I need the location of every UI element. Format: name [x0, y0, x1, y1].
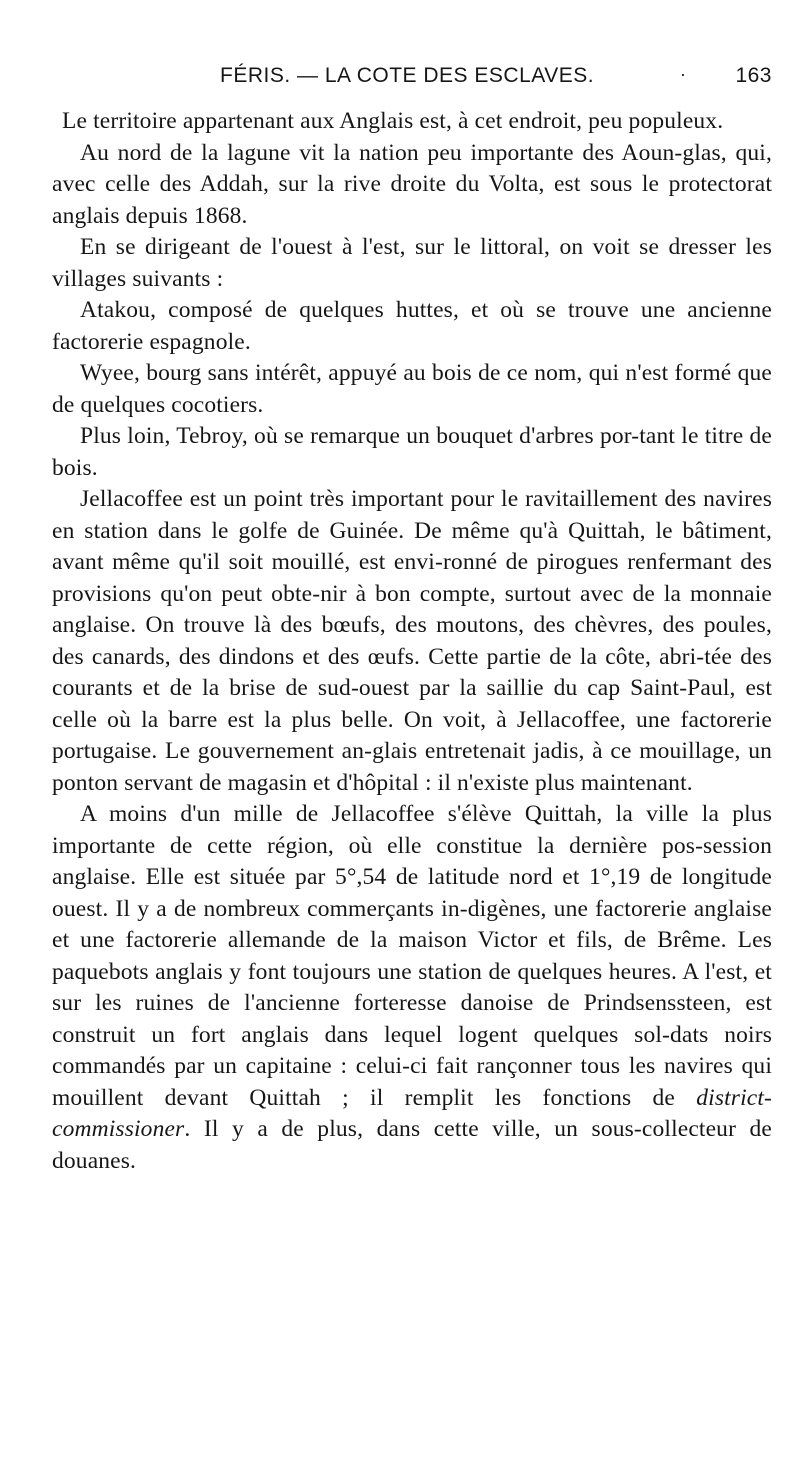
paragraph: Au nord de la lagune vit la nation peu importante des Aoun-glas, qui, avec celle des Addah, sur la rive droite du Volta, est sous le protectorat anglais depuis 1868. — [52, 139, 772, 229]
paragraph-text: A moins d'un mille de Jellacoffee s'élève Quittah, la ville la plus importante de cette région, où elle constitue la dernière pos-session anglaise. Elle est située par 5°,54 de latitude nord et 1°,19 de longitude ouest. Il y a de nombreux commerçants in-digènes, une factorerie anglaise et une factorerie allemande de la maison Victor et fils, de Brême. Les paquebots anglais y font toujours une station de quelques heures. A l'est, et sur les ruines de l'ancienne forteresse danoise de Prindsensstеen, est construit un fort anglais dans lequel logent quelques sol-dats noirs commandés par un capitaine : celui-ci fait rançonner tous les navires qui mouillent devant Quittah ; il remplit les fonctions de — [52, 801, 772, 1111]
paragraph: Atakou, composé de quelques huttes, et où se trouve une ancienne factorerie espagnole. — [52, 297, 772, 355]
margin-mark: · — [680, 64, 687, 84]
body-text — [52, 106, 772, 1177]
page-number: 163 — [735, 64, 772, 87]
running-header — [60, 64, 772, 98]
paragraph-quittah — [52, 799, 772, 1177]
running-title: FÉRIS. — LA COTE DES ESCLAVES. — [220, 64, 595, 87]
paragraph: Wyee, bourg sans intérêt, appuyé au bois de ce nom, qui n'est formé que de quelques cocotiers. — [52, 360, 772, 418]
paragraph: Jellacoffee est un point très important pour le ravitaillement des navires en station dans le golfe de Guinée. De même qu'à Quittah, le bâtiment, avant même qu'il soit mouillé, est envi-ronné de pirogues renfermant des provisions qu'on peut obte-nir à bon compte, surtout avec de la monnaie anglaise. On trouve là des bœufs, des moutons, des chèvres, des poules, des canards, des dindons et des œufs. Cette partie de la côte, abri-tée des courants et de la brise de sud-ouest par la saillie du cap Saint-Paul, est celle où la barre est la plus belle. On voit, à Jellacoffee, une factorerie portugaise. Le gouvernement an-glais entretenait jadis, à ce mouillage, un ponton servant de magasin et d'hôpital : il n'existe plus maintenant. — [52, 486, 772, 796]
paragraph: En se dirigeant de l'ouest à l'est, sur le littoral, on voit se dresser les villages suivants : — [52, 234, 772, 292]
italic-term: district-commissioner — [52, 1084, 772, 1142]
paragraph: Plus loin, Tebroy, où se remarque un bouquet d'arbres por-tant le titre de bois. — [52, 423, 772, 481]
paragraph-text: . Il y a de plus, dans cette ville, un sous-collecteur de douanes. — [52, 1116, 772, 1174]
paragraph: Le territoire appartenant aux Anglais est, à cet endroit, peu populeux. — [62, 108, 724, 134]
